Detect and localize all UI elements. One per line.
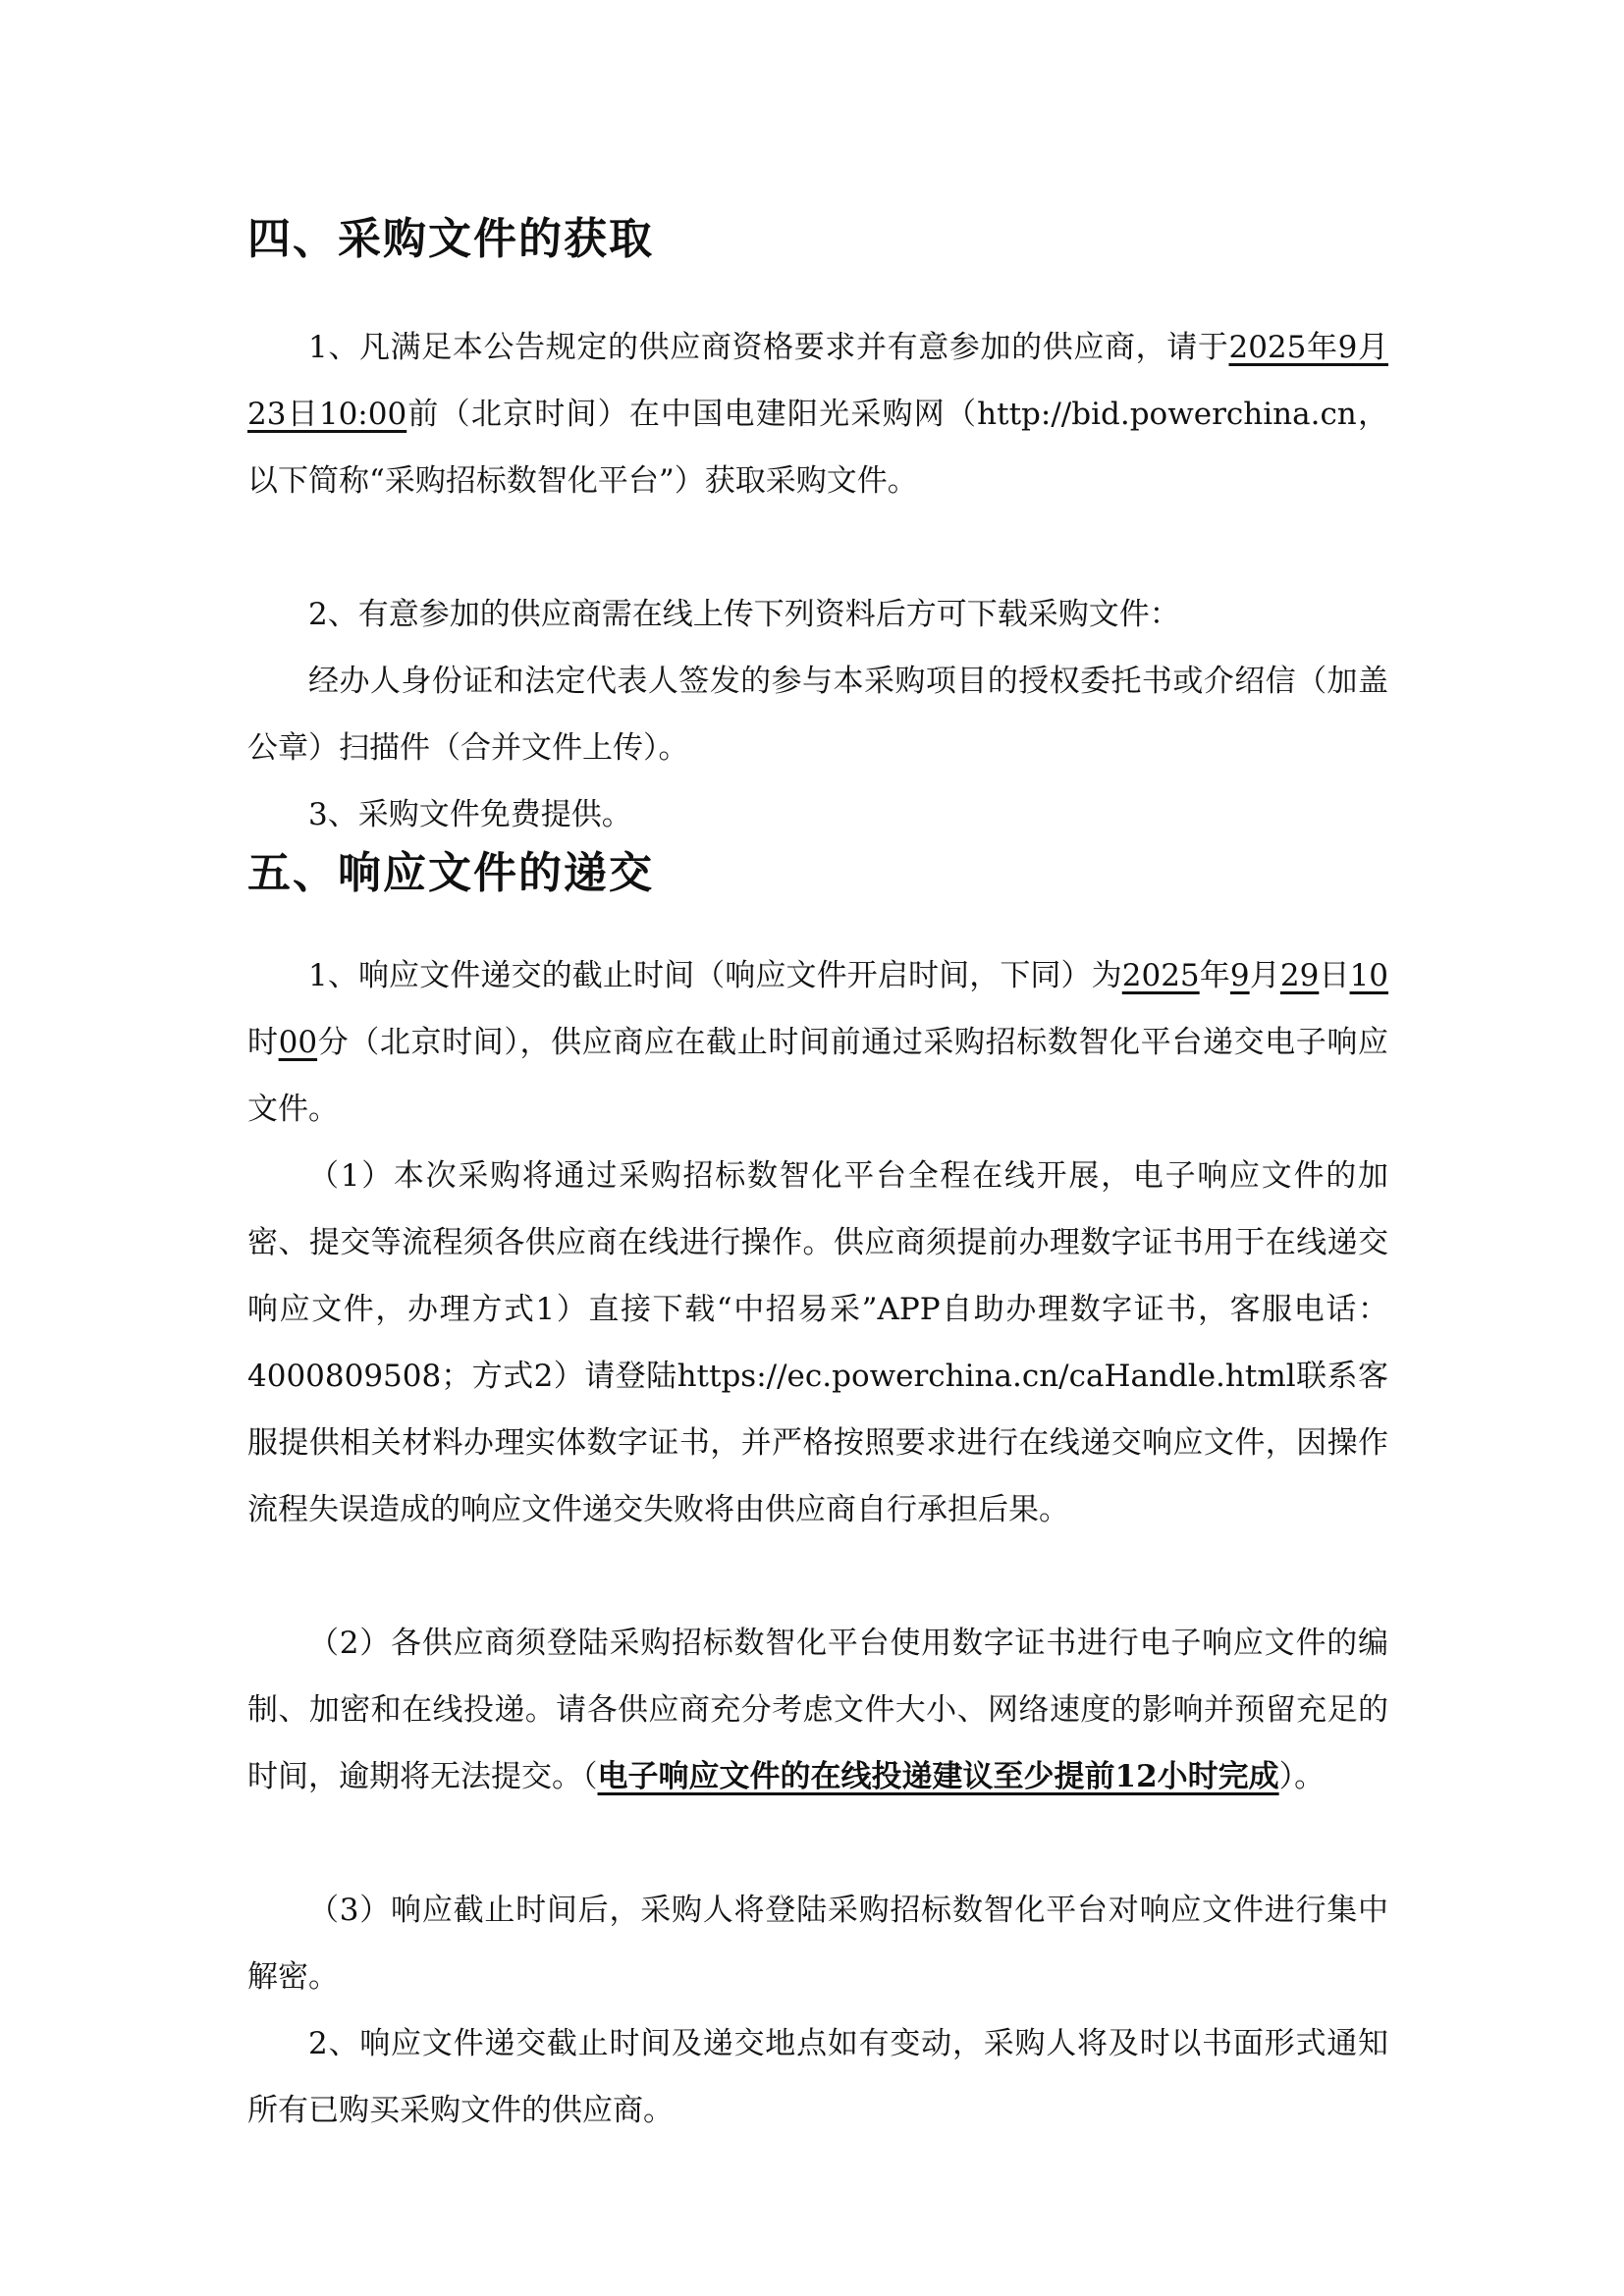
s4-p3-text: 经办人身份证和法定代表人签发的参与本采购项目的授权委托书或介绍信（加盖公章）扫描件（合并文件上传）。	[247, 664, 1388, 766]
section-4-para-2	[247, 581, 1388, 648]
s5-p1-text-a: 1、响应文件递交的截止时间（响应文件开启时间，下同）为	[308, 958, 1122, 993]
s5-p3-text-a: （2）各供应商须登陆采购招标数智化平台使用数字证书进行电子响应文件的编制、加密和在线投递。请各供应商充分考虑文件大小、网络速度的影响并预留充足的时间，逾期将无法提交。（	[247, 1626, 1388, 1794]
s5-p2-text: （1）本次采购将通过采购招标数智化平台全程在线开展，电子响应文件的加密、提交等流程须各供应商在线进行操作。供应商须提前办理数字证书用于在线递交响应文件，办理方式1）直接下载“中招易采”APP自助办理数字证书，客服电话：4000809508；方式2）请登陆https://ec.powerchina.cn/caHandle.html联系客服提供相关材料办理实体数字证书，并严格按照要求进行在线递交响应文件，因操作流程失误造成的响应文件递交失败将由供应商自行承担后果。	[247, 1158, 1388, 1527]
section-4-para-3	[247, 648, 1388, 781]
s5-p4-text: （3）响应截止时间后，采购人将登陆采购招标数智化平台对响应文件进行集中解密。	[247, 1893, 1388, 1995]
s5-p1-text-f: 分（北京时间），供应商应在截止时间前通过采购招标数智化平台递交电子响应文件。	[247, 1025, 1389, 1127]
section-5-heading: 五、响应文件的递交	[247, 848, 654, 898]
section-4-para-1	[247, 314, 1388, 514]
s5-p5-text: 2、响应文件递交截止时间及递交地点如有变动，采购人将及时以书面形式通知所有已购买采购文件的供应商。	[247, 2026, 1388, 2128]
section-5-para-1	[247, 942, 1388, 1143]
section-4-heading: 四、采购文件的获取	[247, 214, 654, 264]
s5-p1-month: 9	[1229, 958, 1250, 993]
s4-p2-text: 2、有意参加的供应商需在线上传下列资料后方可下载采购文件：	[308, 597, 1180, 632]
s4-p1-text-a: 1、凡满足本公告规定的供应商资格要求并有意参加的供应商，请于	[308, 330, 1229, 365]
s4-p4-text: 3、采购文件免费提供。	[308, 797, 632, 832]
s5-p1-text-b: 年	[1199, 958, 1230, 993]
s5-p3-bold-note: 电子响应文件的在线投递建议至少提前12小时完成	[597, 1759, 1279, 1794]
section-4-para-4	[247, 781, 1388, 848]
s5-p1-hour: 10	[1349, 958, 1389, 993]
s4-p1-date: 2025年9月23日10:00	[247, 330, 1388, 432]
s5-p1-minute: 00	[278, 1025, 318, 1060]
s5-p1-text-c: 月	[1249, 958, 1280, 993]
s5-p1-year: 2025	[1121, 958, 1200, 993]
section-5-para-2	[247, 1143, 1388, 1543]
section-5-para-4	[247, 1877, 1388, 2010]
section-5-para-3	[247, 1610, 1388, 1810]
s5-p1-text-e: 时	[247, 1025, 279, 1060]
s4-p1-text-b: 前（北京时间）在中国电建阳光采购网（http://bid.powerchina.cn，以下简称“采购招标数智化平台”）获取采购文件。	[247, 397, 1388, 499]
s5-p1-text-d: 日	[1319, 958, 1350, 993]
section-5-para-5	[247, 2010, 1388, 2144]
s5-p1-day: 29	[1279, 958, 1320, 993]
s5-p3-text-b: ）。	[1278, 1759, 1326, 1794]
